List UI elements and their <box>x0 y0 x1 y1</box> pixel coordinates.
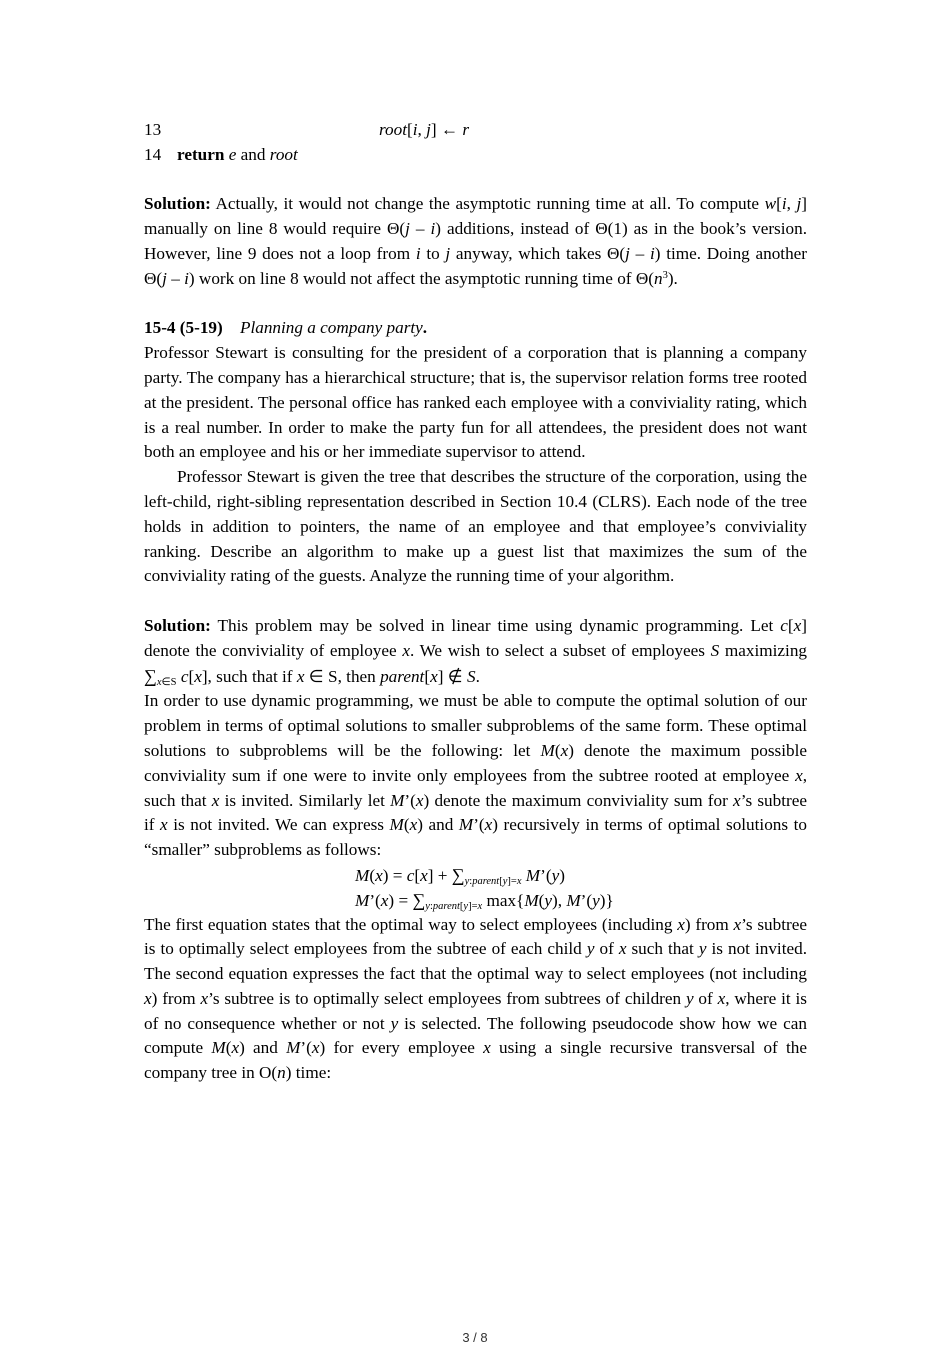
problem-number: 15-4 (5-19) <box>144 318 223 338</box>
page-number: 3 / 8 <box>462 1330 488 1345</box>
equation-1: $M(x) = c[x] + \sum_{y:parent[y]=x}$ M’(y) <box>355 864 565 887</box>
solution-paragraph: The first equation states that the optimal way to select employees (including x) from x’s subtree is to optimally select employees from the subtree of each child y of x such that y is not invited. The second equation expresses the fact that the optimal way to select employees (not including x) from x’s subtree is to optimally select employees from subtrees of children y of x, where it is of no consequence whether or not y is selected. The following pseudocode show how we can compute M(x) and M’(x) for every employee x using a single recursive transversal of the company tree in O(n) time: <box>144 914 807 1083</box>
code-statement: root[i, j] ← r <box>379 120 470 139</box>
solution-label: Solution: <box>144 194 211 214</box>
code-line-14 <box>144 143 807 168</box>
problem-paragraph-2: Professor Stewart is given the tree that describes the structure of the corporation, using the left-child, right-sibling representation described in Section 10.4 (CLRS). Each node of the tree holds in addition to pointers, the name of an employee and that employee’s conviviality ranking. Describe an algorithm to make up a guest list that maximizes the sum of the conviviality rating of the guests. Analyze the running time of your algorithm. <box>144 467 807 586</box>
solution-paragraph: Solution: This problem may be solved in linear time using dynamic programming. Let c[x] denote the conviviality of employee x. We wish to select a subset of employees S maximizing $\sum_{x\in S}$ c[x], such that if x ∈ S, then parent[x] ∉ S. <box>144 615 808 688</box>
equation-2: M’(x) = $\sum_{y:parent[y]=x}$ max{M(y), M’(y)} <box>355 889 614 912</box>
line-number: 14 <box>144 144 162 164</box>
problem-title: Planning a company party <box>239 318 423 338</box>
problem-heading: 15-4 (5-19) Planning a company party. <box>144 318 428 338</box>
code-line-13 <box>144 118 807 143</box>
line-number: 13 <box>144 120 162 139</box>
solution-label: Solution: <box>144 615 211 635</box>
problem-paragraph-1: Professor Stewart is consulting for the president of a corporation that is planning a company party. The company has a hierarchical structure; that is, the supervisor relation forms tree rooted at the president. The personal office has ranked each employee with a conviviality rating, which is a real number. In order to make the party fun for all attendees, the president does not want both an employee and his or her immediate supervisor to attend. <box>144 343 807 462</box>
solution-paragraph: Solution: Actually, it would not change the asymptotic running time at all. To compute w[i, j] manually on line 8 would require Θ(j – i) additions, instead of Θ(1) as in the book’s version. However, line 9 does not a loop from i to j anyway, which takes Θ(j – i) time. Doing another Θ(j – i) work on line 8 would not affect the asymptotic running time of $\Theta(n^3)$. <box>144 194 808 288</box>
solution-paragraph: In order to use dynamic programming, we must be able to compute the optimal solution of our problem in terms of optimal solutions to smaller subproblems of the same form. These optimal solutions to subproblems will be the following: let M(x) denote the maximum possible conviviality sum if one were to invite only employees from the subtree rooted at employee x, such that x is invited. Similarly let M’(x) denote the maximum conviviality sum for x’s subtree if x is not invited. We can express M(x) and M’(x) recursively in terms of optimal solutions to “smaller” subproblems as follows: <box>144 691 807 860</box>
code-statement: return e and root <box>177 144 298 164</box>
document-page <box>144 118 807 1086</box>
